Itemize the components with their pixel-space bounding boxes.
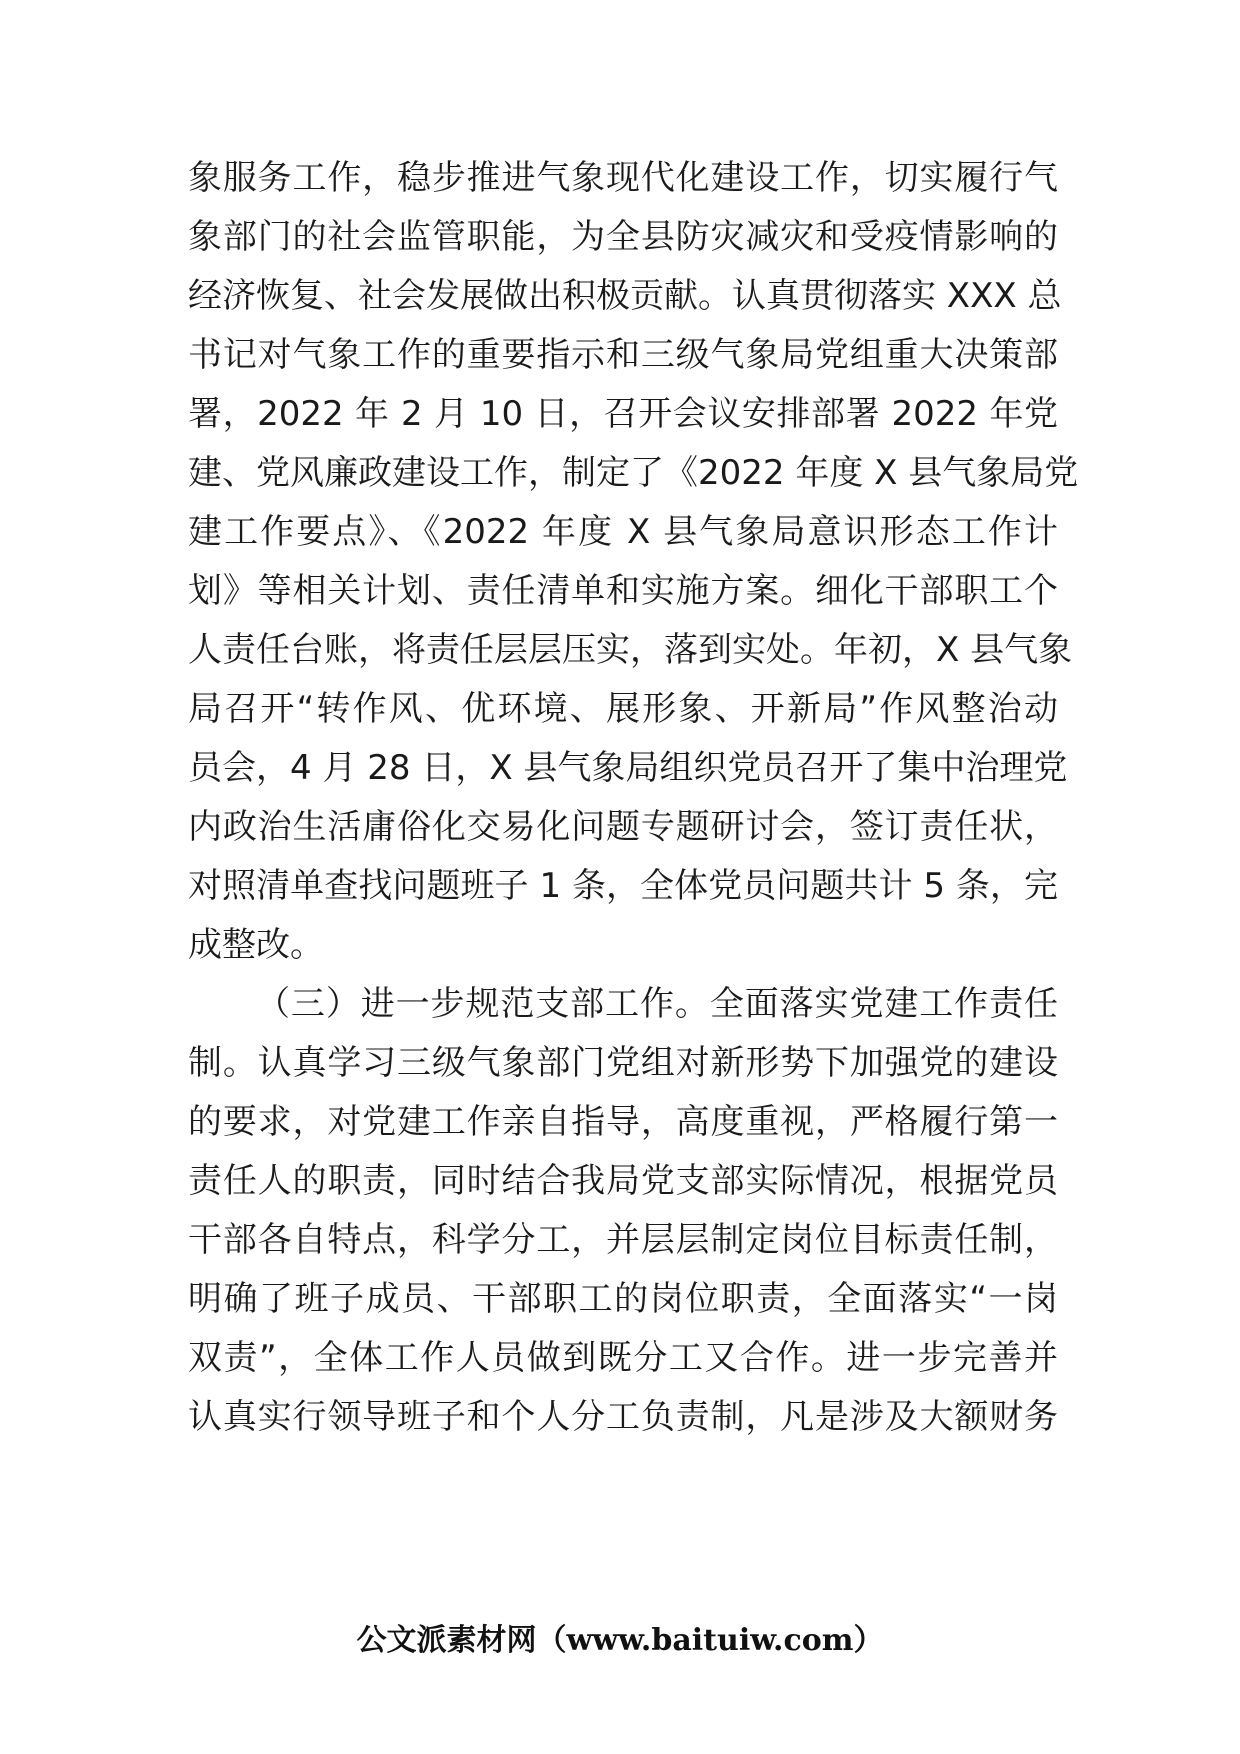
body-text-line: 书记对气象工作的重要指示和三级气象局党组重大决策部 [188,335,1058,375]
body-text-line: 建工作要点》、《2022 年度 X 县气象局意识形态工作计 [188,512,1058,552]
body-text-line: 责任人的职责，同时结合我局党支部实际情况，根据党员 [188,1161,1058,1201]
body-text-line: 人责任台账，将责任层层压实，落到实处。年初，X 县气象 [188,630,1073,670]
body-text-line: 制。认真学习三级气象部门党组对新形势下加强党的建设 [188,1043,1058,1083]
body-text-line: 建、党风廉政建设工作，制定了《2022 年度 X 县气象局党 [188,453,1079,493]
body-text-line: 经济恢复、社会发展做出积极贡献。认真贯彻落实 XXX 总 [188,276,1062,316]
body-text-line: 内政治生活庸俗化交易化问题专题研讨会，签订责任状， [188,807,1058,847]
body-text-line: 成整改。 [188,925,324,965]
section-heading-line: （三）进一步规范支部工作。全面落实党建工作责任 [256,984,1058,1024]
body-text-line: 署，2022 年 2 月 10 日，召开会议安排部署 2022 年党 [188,394,1058,434]
body-text-line: 象服务工作，稳步推进气象现代化建设工作，切实履行气 [188,158,1058,198]
body-text-line: 认真实行领导班子和个人分工负责制，凡是涉及大额财务 [188,1397,1058,1437]
body-text-line: 员会，4 月 28 日，X 县气象局组织党员召开了集中治理党 [188,748,1068,788]
body-text-line: 划》等相关计划、责任清单和实施方案。细化干部职工个 [188,571,1058,611]
body-text-line: 对照清单查找问题班子 1 条，全体党员问题共计 5 条，完 [188,866,1058,906]
body-text-line: 象部门的社会监管职能，为全县防灾减灾和受疫情影响的 [188,217,1058,257]
body-text-line: 干部各自特点，科学分工，并层层制定岗位目标责任制， [188,1220,1058,1260]
body-text-line: 明确了班子成员、干部职工的岗位职责，全面落实“一岗 [188,1279,1058,1319]
body-text-line: 双责”，全体工作人员做到既分工又合作。进一步完善并 [188,1338,1058,1378]
body-text-line: 的要求，对党建工作亲自指导，高度重视，严格履行第一 [188,1102,1058,1142]
body-text-line: 局召开“转作风、优环境、展形象、开新局”作风整治动 [188,689,1058,729]
footer-watermark: 公文派素材网（www.baituiw.com） [356,1623,884,1658]
